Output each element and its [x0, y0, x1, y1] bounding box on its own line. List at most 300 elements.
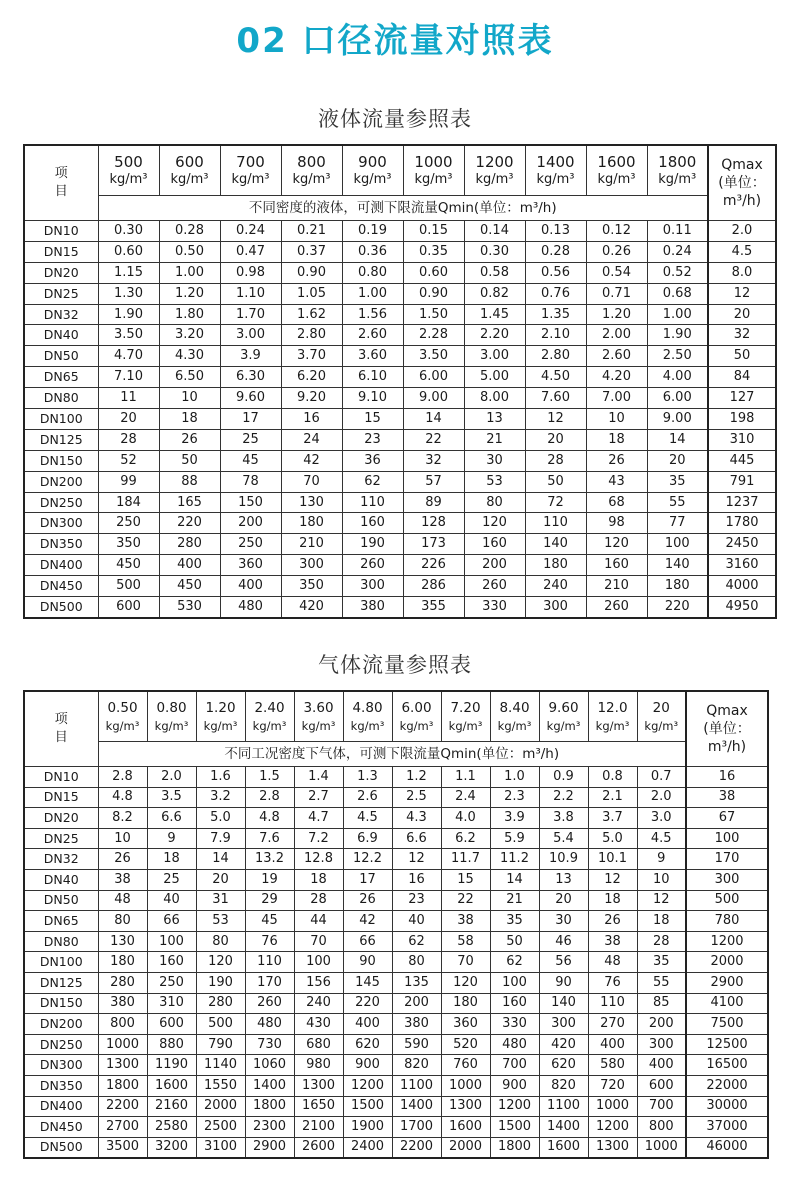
density-value: 600 [175, 152, 204, 171]
qmax-cell: 1200 [686, 931, 768, 952]
density-value: 500 [114, 152, 143, 171]
flow-cell: 1.50 [403, 304, 464, 325]
flow-cell: 56 [539, 952, 588, 973]
flow-cell: 7.9 [196, 828, 245, 849]
flow-cell: 5.00 [464, 367, 525, 388]
flow-cell: 5.4 [539, 828, 588, 849]
pipe-size: DN65 [24, 911, 98, 932]
table-row [24, 346, 776, 367]
flow-cell: 16 [392, 869, 441, 890]
flow-cell: 4.8 [245, 808, 294, 829]
density-value: 1000 [414, 152, 453, 171]
pipe-size: DN300 [24, 1055, 98, 1076]
flow-cell: 45 [245, 911, 294, 932]
flow-cell: 110 [342, 492, 403, 513]
flow-cell: 6.2 [441, 828, 490, 849]
flow-cell: 1100 [392, 1075, 441, 1096]
flow-cell: 2000 [196, 1096, 245, 1117]
pipe-size: DN50 [24, 890, 98, 911]
flow-cell: 160 [342, 513, 403, 534]
flow-cell: 16 [281, 409, 342, 430]
qmax-cell: 20 [708, 304, 776, 325]
flow-cell: 4.30 [159, 346, 220, 367]
flow-cell: 0.30 [98, 221, 159, 242]
flow-cell: 2000 [441, 1137, 490, 1158]
flow-cell: 720 [588, 1075, 637, 1096]
flow-cell: 50 [525, 471, 586, 492]
flow-cell: 680 [294, 1034, 343, 1055]
flow-cell: 1.80 [159, 304, 220, 325]
page-title: 02 口径流量对照表 [236, 21, 554, 61]
pipe-size: DN100 [24, 952, 98, 973]
qmin-note: 不同工况密度下气体，可测下限流量Qmin(单位：m³/h) [98, 742, 686, 767]
pipe-size: DN150 [24, 993, 98, 1014]
flow-cell: 77 [647, 513, 708, 534]
flow-cell: 1000 [588, 1096, 637, 1117]
flow-cell: 90 [539, 972, 588, 993]
flow-cell: 0.80 [342, 262, 403, 283]
density-unit: kg/m³ [597, 171, 636, 187]
qmax-cell: 500 [686, 890, 768, 911]
flow-cell: 450 [159, 576, 220, 597]
flow-cell: 52 [98, 450, 159, 471]
flow-cell: 13 [539, 869, 588, 890]
pipe-size: DN40 [24, 325, 98, 346]
flow-cell: 145 [343, 972, 392, 993]
flow-cell: 38 [588, 931, 637, 952]
flow-cell: 130 [98, 931, 147, 952]
density-unit: kg/m³ [292, 171, 331, 187]
table-row [24, 304, 776, 325]
flow-cell: 1.2 [392, 767, 441, 788]
flow-cell: 900 [490, 1075, 539, 1096]
density-header [98, 691, 147, 742]
density-value: 9.60 [548, 699, 579, 716]
flow-cell: 270 [588, 1014, 637, 1035]
flow-cell: 480 [245, 1014, 294, 1035]
table-row [24, 787, 768, 808]
density-header [245, 691, 294, 742]
flow-cell: 2160 [147, 1096, 196, 1117]
flow-cell: 0.12 [586, 221, 647, 242]
flow-cell: 70 [294, 931, 343, 952]
pipe-size: DN500 [24, 597, 98, 618]
flow-cell: 4.7 [294, 808, 343, 829]
flow-cell: 98 [586, 513, 647, 534]
flow-cell: 1800 [490, 1137, 539, 1158]
density-header [343, 691, 392, 742]
flow-cell: 3.8 [539, 808, 588, 829]
flow-cell: 40 [392, 911, 441, 932]
flow-cell: 0.8 [588, 767, 637, 788]
flow-cell: 80 [392, 952, 441, 973]
flow-cell: 0.56 [525, 262, 586, 283]
qmax-cell: 22000 [686, 1075, 768, 1096]
qmax-cell: 445 [708, 450, 776, 471]
flow-cell: 3.00 [464, 346, 525, 367]
flow-cell: 3.20 [159, 325, 220, 346]
density-unit: kg/m³ [350, 718, 385, 733]
flow-cell: 6.00 [647, 388, 708, 409]
qmax-cell: 4950 [708, 597, 776, 618]
flow-cell: 48 [98, 890, 147, 911]
flow-cell: 1.70 [220, 304, 281, 325]
density-unit: kg/m³ [154, 718, 189, 733]
flow-cell: 2.1 [588, 787, 637, 808]
flow-cell: 22 [403, 429, 464, 450]
flow-cell: 76 [588, 972, 637, 993]
flow-cell: 7.00 [586, 388, 647, 409]
table-row [24, 911, 768, 932]
table-row [24, 1137, 768, 1158]
flow-cell: 17 [343, 869, 392, 890]
flow-cell: 520 [441, 1034, 490, 1055]
flow-cell: 170 [245, 972, 294, 993]
flow-cell: 1.00 [647, 304, 708, 325]
flow-cell: 2.60 [586, 346, 647, 367]
flow-cell: 200 [220, 513, 281, 534]
flow-cell: 1300 [98, 1055, 147, 1076]
flow-cell: 6.30 [220, 367, 281, 388]
qmax-cell: 791 [708, 471, 776, 492]
flow-cell: 19 [245, 869, 294, 890]
flow-cell: 1190 [147, 1055, 196, 1076]
flow-cell: 2.3 [490, 787, 539, 808]
qmax-cell: 38 [686, 787, 768, 808]
pipe-size: DN200 [24, 1014, 98, 1035]
flow-cell: 2500 [196, 1117, 245, 1138]
flow-cell: 48 [588, 952, 637, 973]
flow-cell: 620 [343, 1034, 392, 1055]
flow-cell: 1200 [588, 1117, 637, 1138]
flow-cell: 72 [525, 492, 586, 513]
qmax-cell: 50 [708, 346, 776, 367]
flow-cell: 13 [464, 409, 525, 430]
flow-cell: 1000 [98, 1034, 147, 1055]
flow-cell: 120 [464, 513, 525, 534]
item-header: 项 目 [24, 691, 98, 767]
flow-cell: 350 [281, 576, 342, 597]
flow-cell: 800 [637, 1117, 686, 1138]
flow-cell: 21 [490, 890, 539, 911]
flow-cell: 8.00 [464, 388, 525, 409]
qmax-cell: 3160 [708, 555, 776, 576]
flow-cell: 45 [220, 450, 281, 471]
flow-cell: 200 [392, 993, 441, 1014]
flow-cell: 240 [525, 576, 586, 597]
flow-cell: 9.10 [342, 388, 403, 409]
flow-cell: 1.3 [343, 767, 392, 788]
flow-cell: 420 [281, 597, 342, 618]
flow-cell: 0.68 [647, 283, 708, 304]
flow-cell: 220 [343, 993, 392, 1014]
flow-cell: 0.50 [159, 241, 220, 262]
flow-cell: 24 [281, 429, 342, 450]
flow-cell: 1.20 [159, 283, 220, 304]
flow-cell: 7.6 [245, 828, 294, 849]
liquid-table-title: 液体流量参照表 [318, 107, 472, 131]
flow-cell: 0.54 [586, 262, 647, 283]
flow-cell: 20 [98, 409, 159, 430]
flow-cell: 400 [159, 555, 220, 576]
flow-cell: 12.2 [343, 849, 392, 870]
density-header [539, 691, 588, 742]
flow-cell: 38 [98, 869, 147, 890]
density-unit: kg/m³ [546, 718, 581, 733]
flow-cell: 20 [539, 890, 588, 911]
flow-cell: 14 [490, 869, 539, 890]
qmax-cell: 67 [686, 808, 768, 829]
flow-cell: 1.45 [464, 304, 525, 325]
flow-cell: 1500 [343, 1096, 392, 1117]
density-value: 0.50 [107, 699, 138, 716]
flow-cell: 10 [586, 409, 647, 430]
flow-cell: 43 [586, 471, 647, 492]
flow-cell: 15 [441, 869, 490, 890]
flow-cell: 250 [98, 513, 159, 534]
flow-cell: 2.6 [343, 787, 392, 808]
density-header [647, 145, 708, 196]
table-row [24, 1034, 768, 1055]
flow-cell: 1600 [539, 1137, 588, 1158]
flow-cell: 2.0 [147, 767, 196, 788]
flow-cell: 22 [441, 890, 490, 911]
qmax-cell: 310 [708, 429, 776, 450]
flow-cell: 58 [441, 931, 490, 952]
flow-cell: 1600 [441, 1117, 490, 1138]
qmin-note: 不同密度的液体，可测下限流量Qmin(单位：m³/h) [98, 196, 708, 221]
flow-cell: 128 [403, 513, 464, 534]
flow-cell: 4.5 [343, 808, 392, 829]
flow-cell: 14 [647, 429, 708, 450]
qmax-cell: 4100 [686, 993, 768, 1014]
flow-cell: 165 [159, 492, 220, 513]
flow-cell: 2300 [245, 1117, 294, 1138]
table-row [24, 767, 768, 788]
qmax-cell: 300 [686, 869, 768, 890]
table-row [24, 513, 776, 534]
flow-cell: 4.5 [637, 828, 686, 849]
flow-cell: 1700 [392, 1117, 441, 1138]
flow-cell: 135 [392, 972, 441, 993]
flow-cell: 76 [245, 931, 294, 952]
flow-cell: 500 [98, 576, 159, 597]
flow-cell: 400 [343, 1014, 392, 1035]
flow-cell: 360 [441, 1014, 490, 1035]
flow-cell: 2.2 [539, 787, 588, 808]
flow-cell: 700 [490, 1055, 539, 1076]
flow-cell: 2580 [147, 1117, 196, 1138]
flow-cell: 100 [294, 952, 343, 973]
density-unit: kg/m³ [105, 718, 140, 733]
pipe-size: DN100 [24, 409, 98, 430]
flow-cell: 2.5 [392, 787, 441, 808]
pipe-size: DN125 [24, 972, 98, 993]
flow-cell: 23 [342, 429, 403, 450]
flow-cell: 26 [586, 450, 647, 471]
density-unit: kg/m³ [497, 718, 532, 733]
table-row [24, 388, 776, 409]
flow-cell: 89 [403, 492, 464, 513]
flow-cell: 17 [220, 409, 281, 430]
flow-cell: 0.98 [220, 262, 281, 283]
flow-cell: 15 [342, 409, 403, 430]
qmax-cell: 46000 [686, 1137, 768, 1158]
flow-cell: 62 [342, 471, 403, 492]
flow-cell: 2600 [294, 1137, 343, 1158]
flow-cell: 380 [392, 1014, 441, 1035]
table-row [24, 1117, 768, 1138]
qmax-cell: 2900 [686, 972, 768, 993]
flow-cell: 55 [637, 972, 686, 993]
density-value: 8.40 [499, 699, 530, 716]
pipe-size: DN150 [24, 450, 98, 471]
flow-cell: 0.14 [464, 221, 525, 242]
qmax-header: Qmax (单位： m³/h) [708, 145, 776, 221]
flow-cell: 7.10 [98, 367, 159, 388]
flow-cell: 4.20 [586, 367, 647, 388]
flow-cell: 820 [539, 1075, 588, 1096]
density-header [294, 691, 343, 742]
flow-cell: 120 [196, 952, 245, 973]
flow-cell: 0.7 [637, 767, 686, 788]
density-value: 0.80 [156, 699, 187, 716]
flow-cell: 3.60 [342, 346, 403, 367]
flow-cell: 20 [525, 429, 586, 450]
pipe-size: DN200 [24, 471, 98, 492]
pipe-size: DN10 [24, 221, 98, 242]
flow-cell: 3.50 [403, 346, 464, 367]
flow-cell: 100 [490, 972, 539, 993]
flow-cell: 2200 [392, 1137, 441, 1158]
density-value: 1.20 [205, 699, 236, 716]
flow-cell: 130 [281, 492, 342, 513]
flow-cell: 140 [647, 555, 708, 576]
flow-cell: 280 [98, 972, 147, 993]
flow-cell: 300 [342, 576, 403, 597]
density-value: 800 [297, 152, 326, 171]
item-header: 项 目 [24, 145, 98, 221]
pipe-size: DN20 [24, 262, 98, 283]
flow-cell: 20 [647, 450, 708, 471]
flow-cell: 0.90 [281, 262, 342, 283]
flow-cell: 80 [98, 911, 147, 932]
qmax-cell: 30000 [686, 1096, 768, 1117]
flow-cell: 1000 [637, 1137, 686, 1158]
density-value: 6.00 [401, 699, 432, 716]
table-row [24, 808, 768, 829]
table-row [24, 325, 776, 346]
table-row [24, 597, 776, 618]
flow-cell: 300 [539, 1014, 588, 1035]
flow-cell: 9 [147, 828, 196, 849]
flow-cell: 250 [220, 534, 281, 555]
flow-cell: 18 [147, 849, 196, 870]
flow-cell: 5.9 [490, 828, 539, 849]
flow-cell: 310 [147, 993, 196, 1014]
density-header [586, 145, 647, 196]
flow-cell: 70 [441, 952, 490, 973]
flow-cell: 1.62 [281, 304, 342, 325]
flow-cell: 1550 [196, 1075, 245, 1096]
density-header [147, 691, 196, 742]
flow-cell: 1400 [392, 1096, 441, 1117]
flow-cell: 4.50 [525, 367, 586, 388]
flow-cell: 28 [294, 890, 343, 911]
flow-cell: 180 [441, 993, 490, 1014]
density-header [464, 145, 525, 196]
density-unit: kg/m³ [644, 718, 679, 733]
flow-cell: 14 [403, 409, 464, 430]
flow-cell: 78 [220, 471, 281, 492]
density-value: 7.20 [450, 699, 481, 716]
flow-cell: 1.15 [98, 262, 159, 283]
flow-cell: 0.28 [159, 221, 220, 242]
flow-cell: 500 [196, 1014, 245, 1035]
flow-cell: 0.52 [647, 262, 708, 283]
flow-cell: 26 [159, 429, 220, 450]
flow-cell: 286 [403, 576, 464, 597]
table-row [24, 993, 768, 1014]
density-value: 4.80 [352, 699, 383, 716]
density-value: 1800 [658, 152, 697, 171]
flow-cell: 3.2 [196, 787, 245, 808]
flow-cell: 0.90 [403, 283, 464, 304]
flow-cell: 1.00 [159, 262, 220, 283]
pipe-size: DN15 [24, 787, 98, 808]
flow-cell: 62 [490, 952, 539, 973]
flow-cell: 420 [539, 1034, 588, 1055]
flow-cell: 530 [159, 597, 220, 618]
flow-cell: 2.10 [525, 325, 586, 346]
flow-cell: 260 [342, 555, 403, 576]
flow-cell: 8.2 [98, 808, 147, 829]
flow-cell: 3.9 [220, 346, 281, 367]
flow-cell: 2.8 [98, 767, 147, 788]
density-unit: kg/m³ [448, 718, 483, 733]
flow-cell: 140 [539, 993, 588, 1014]
flow-cell: 2.80 [281, 325, 342, 346]
flow-cell: 0.36 [342, 241, 403, 262]
flow-cell: 2.0 [637, 787, 686, 808]
density-unit: kg/m³ [170, 171, 209, 187]
flow-cell: 2.80 [525, 346, 586, 367]
flow-cell: 1300 [294, 1075, 343, 1096]
flow-cell: 180 [98, 952, 147, 973]
flow-cell: 12 [588, 869, 637, 890]
flow-cell: 2.50 [647, 346, 708, 367]
qmax-cell: 16 [686, 767, 768, 788]
flow-cell: 30 [464, 450, 525, 471]
flow-cell: 2.8 [245, 787, 294, 808]
flow-cell: 9.20 [281, 388, 342, 409]
pipe-size: DN350 [24, 1075, 98, 1096]
flow-cell: 1200 [490, 1096, 539, 1117]
flow-cell: 32 [403, 450, 464, 471]
flow-cell: 300 [637, 1034, 686, 1055]
qmax-cell: 198 [708, 409, 776, 430]
flow-cell: 0.9 [539, 767, 588, 788]
pipe-size: DN80 [24, 388, 98, 409]
flow-cell: 260 [464, 576, 525, 597]
density-value: 900 [358, 152, 387, 171]
flow-cell: 590 [392, 1034, 441, 1055]
flow-cell: 3.0 [637, 808, 686, 829]
flow-cell: 173 [403, 534, 464, 555]
flow-cell: 226 [403, 555, 464, 576]
flow-cell: 12 [525, 409, 586, 430]
qmax-cell: 4000 [708, 576, 776, 597]
